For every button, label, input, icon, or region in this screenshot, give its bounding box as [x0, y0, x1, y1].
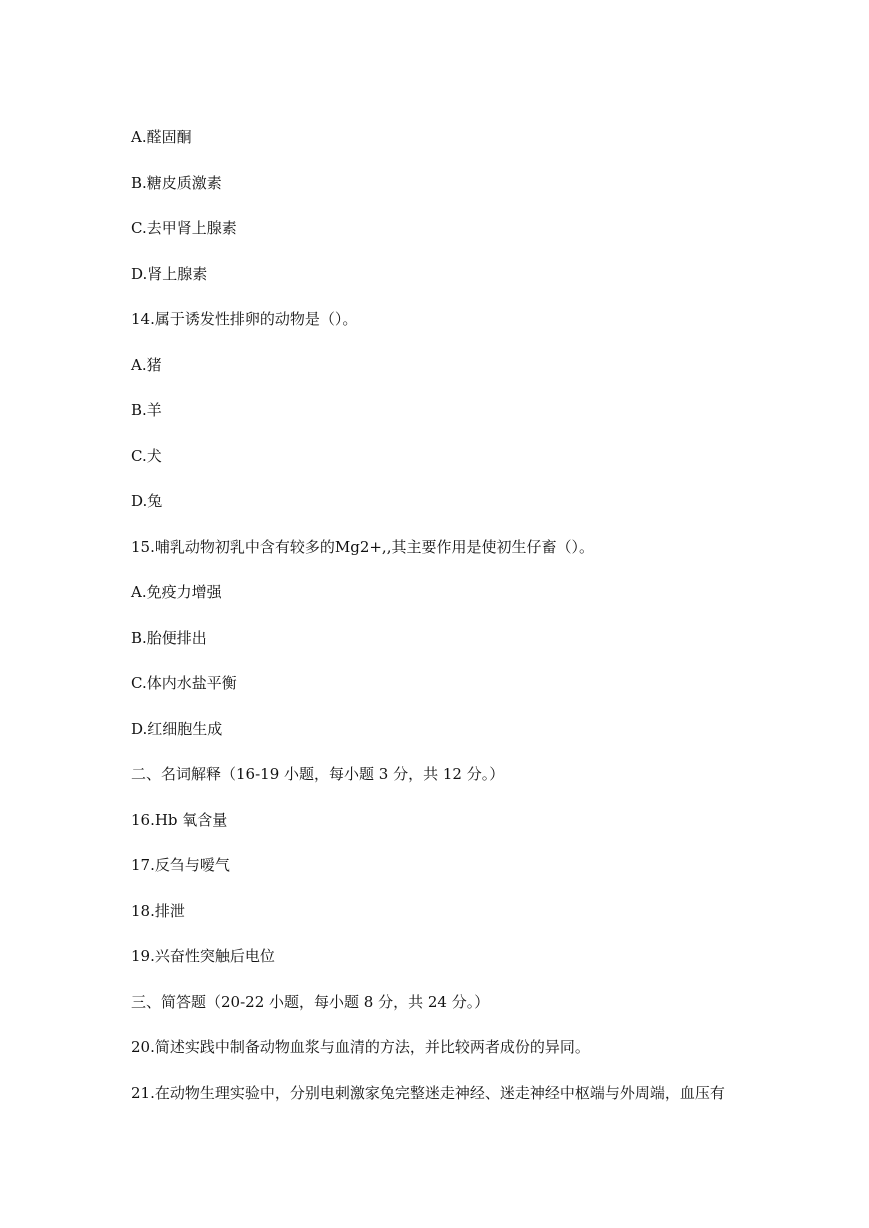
question-17: 17.反刍与嗳气 [131, 856, 230, 874]
option-b-q14: B.羊 [131, 401, 162, 419]
option-c-q15: C.体内水盐平衡 [131, 674, 237, 692]
section-3-heading: 三、简答题（20-22 小题，每小题 8 分，共 24 分。） [131, 992, 490, 1011]
section-2-heading: 二、名词解释（16-19 小题，每小题 3 分，共 12 分。） [131, 765, 505, 783]
option-a-q13: A.醛固酮 [131, 128, 192, 146]
question-20: 20.简述实践中制备动物血浆与血清的方法，并比较两者成份的异同。 [131, 1038, 590, 1056]
question-16: 16.Hb 氧含量 [131, 810, 228, 829]
option-c-q13: C.去甲肾上腺素 [131, 219, 237, 237]
question-19: 19.兴奋性突触后电位 [131, 947, 275, 965]
option-d-q13: D.肾上腺素 [131, 264, 208, 283]
option-d-q14: D.兔 [131, 492, 163, 510]
question-18: 18.排泄 [131, 901, 185, 920]
question-14: 14.属于诱发性排卵的动物是（）。 [131, 310, 358, 328]
option-c-q14: C.犬 [131, 446, 162, 465]
option-b-q15: B.胎便排出 [131, 628, 207, 647]
question-21: 21.在动物生理实验中，分别电刺激家兔完整迷走神经、迷走神经中枢端与外周端，血压有 [131, 1083, 725, 1102]
option-a-q14: A.猪 [131, 355, 162, 374]
question-15: 15.哺乳动物初乳中含有较多的Mg2+,,其主要作用是使初生仔畜（）。 [131, 537, 594, 556]
option-b-q13: B.糖皮质激素 [131, 173, 222, 192]
option-d-q15: D.红细胞生成 [131, 719, 223, 738]
document-body [131, 126, 771, 1127]
option-a-q15: A.免疫力增强 [131, 583, 222, 601]
